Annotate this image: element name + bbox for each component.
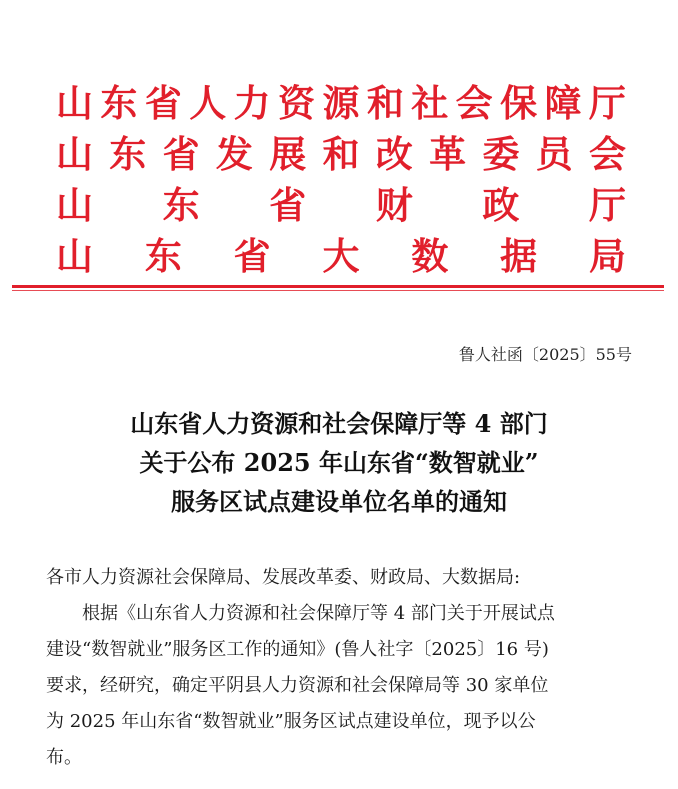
body-paragraph-line: 为 2025 年山东省“数智就业”服务区试点建设单位，现予以公	[46, 711, 536, 732]
authority-char: 社	[411, 82, 449, 125]
authority-char: 源	[322, 82, 360, 125]
authority-char: 据	[500, 235, 538, 278]
authority-line-2	[56, 129, 626, 180]
authority-char: 局	[588, 235, 626, 278]
authority-char: 东	[144, 235, 182, 278]
body-paragraph-line: 布。	[46, 747, 82, 768]
authority-char: 员	[535, 133, 573, 176]
authority-char: 发	[215, 133, 253, 176]
authority-char: 和	[366, 82, 404, 125]
authority-char: 省	[233, 235, 271, 278]
authority-char: 力	[233, 82, 271, 125]
authority-char: 山	[56, 235, 93, 278]
authority-char: 东	[109, 133, 147, 176]
title-line-1: 山东省人力资源和社会保障厅等 4 部门	[130, 409, 548, 438]
document-number: 鲁人社函〔2025〕55号	[458, 345, 632, 364]
authority-char: 东	[162, 184, 200, 227]
authority-char: 财	[375, 184, 413, 227]
authority-char: 数	[411, 235, 449, 278]
title-line-2: 关于公布 2025 年山东省“数智就业”	[139, 448, 539, 477]
authority-char: 东	[100, 82, 138, 125]
addressee-line: 各市人力资源社会保障局、发展改革委、财政局、大数据局:	[46, 567, 521, 588]
body-paragraph-line: 根据《山东省人力资源和社会保障厅等 4 部门关于开展试点	[82, 603, 555, 624]
authority-line-3	[56, 180, 626, 231]
authority-char: 委	[482, 133, 520, 176]
authority-char: 山	[56, 184, 93, 227]
authority-char: 山	[56, 82, 93, 125]
body-paragraph-line: 建设“数智就业”服务区工作的通知》(鲁人社字〔2025〕16 号)	[46, 639, 549, 660]
authority-char: 厅	[588, 184, 626, 227]
authority-char: 省	[269, 184, 307, 227]
authority-char: 保	[500, 82, 538, 125]
header-divider	[12, 285, 664, 288]
issuing-authorities-header	[56, 78, 626, 282]
authority-char: 展	[269, 133, 307, 176]
authority-char: 资	[278, 82, 316, 125]
authority-line-1	[56, 78, 626, 129]
authority-char: 省	[144, 82, 182, 125]
authority-char: 会	[455, 82, 493, 125]
body-paragraph-line: 要求，经研究，确定平阴县人力资源和社会保障局等 30 家单位	[46, 675, 549, 696]
authority-char: 和	[322, 133, 360, 176]
document-title	[0, 404, 678, 521]
authority-char: 厅	[588, 82, 626, 125]
title-line-3: 服务区试点建设单位名单的通知	[171, 487, 507, 516]
authority-char: 山	[56, 133, 93, 176]
authority-char: 革	[429, 133, 467, 176]
authority-char: 改	[375, 133, 413, 176]
authority-line-4	[56, 231, 626, 282]
authority-char: 政	[482, 184, 520, 227]
authority-char: 障	[544, 82, 582, 125]
header-divider-thin	[12, 290, 664, 291]
document-body	[46, 560, 646, 776]
authority-char: 会	[588, 133, 626, 176]
authority-char: 人	[189, 82, 227, 125]
authority-char: 省	[162, 133, 200, 176]
authority-char: 大	[322, 235, 360, 278]
